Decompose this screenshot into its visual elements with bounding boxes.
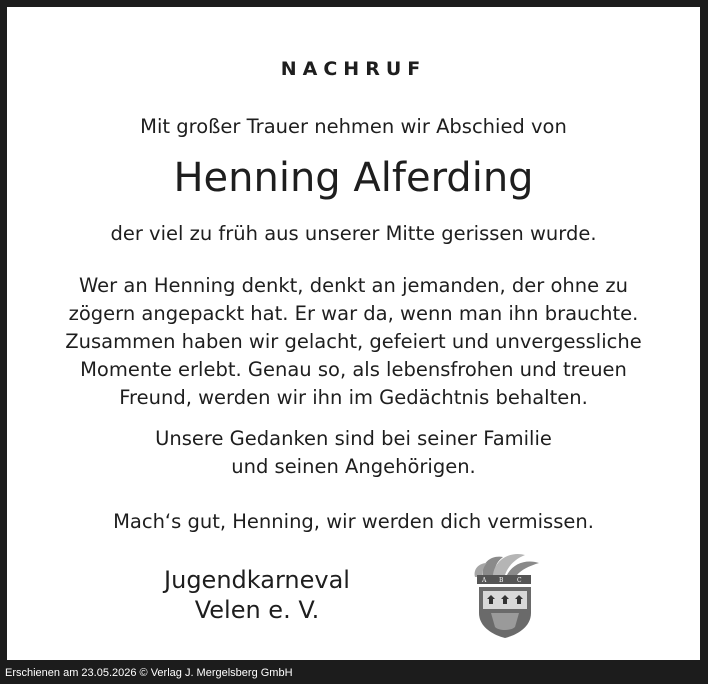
- obituary-card: [7, 7, 700, 660]
- svg-text:C: C: [517, 577, 522, 584]
- organization-name-line: Velen e. V.: [194, 596, 320, 624]
- paragraph-line: Unsere Gedanken sind bei seiner Familie: [155, 427, 552, 450]
- svg-text:B: B: [499, 577, 504, 584]
- paragraph-line: Freund, werden wir ihn im Gedächtnis behalten.: [119, 386, 588, 409]
- subline-text: der viel zu früh aus unserer Mitte gerissen wurde.: [110, 222, 597, 245]
- paragraph-line: Momente erlebt. Genau so, als lebensfrohen und treuen: [80, 358, 627, 381]
- memorial-paragraph: [7, 272, 700, 412]
- paragraph-line: Wer an Henning denkt, denkt an jemanden, der ohne zu: [79, 274, 628, 297]
- obituary-heading: NACHRUF: [280, 58, 427, 80]
- club-crest-icon: [463, 547, 543, 639]
- farewell-text: Mach‘s gut, Henning, wir werden dich vermissen.: [113, 510, 594, 533]
- paragraph-line: Zusammen haben wir gelacht, gefeiert und unvergessliche: [65, 330, 642, 353]
- paragraph-line: zögern angepackt hat. Er war da, wenn man ihn brauchte.: [68, 302, 639, 325]
- publication-footer: Erschienen am 23.05.2026 © Verlag J. Mergelsberg GmbH: [5, 667, 293, 679]
- organization-name-line: Jugendkarneval: [164, 566, 350, 594]
- organization-signature: [127, 565, 387, 625]
- condolence-paragraph: [7, 425, 700, 481]
- intro-text: Mit großer Trauer nehmen wir Abschied von: [140, 115, 567, 138]
- svg-text:A: A: [482, 577, 487, 584]
- paragraph-line: und seinen Angehörigen.: [231, 455, 476, 478]
- deceased-name: Henning Alferding: [173, 155, 534, 201]
